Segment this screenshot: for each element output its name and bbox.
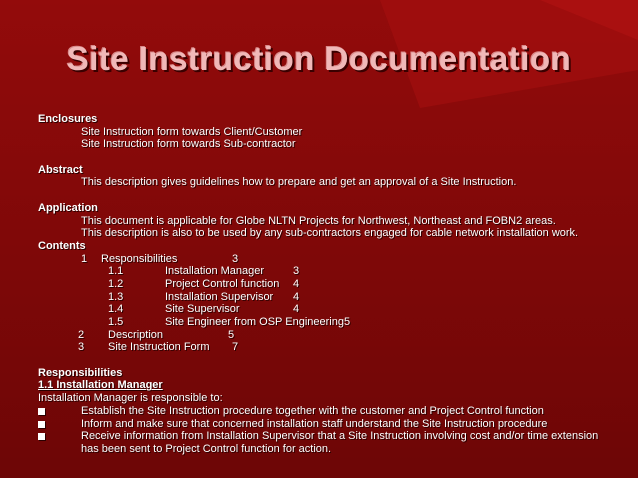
toc-title: Responsibilities <box>101 252 178 265</box>
responsibilities-heading: Responsibilities <box>38 366 123 379</box>
toc-number: 1.1 <box>108 265 124 278</box>
toc-entry <box>38 341 628 354</box>
toc-number: 2 <box>78 328 85 341</box>
square-bullet-icon <box>38 433 45 440</box>
enclosure-item: Site Instruction form towards Sub-contractor <box>81 138 296 151</box>
toc-entry <box>38 291 628 304</box>
toc-page: 4 <box>293 290 300 303</box>
toc-number: 1 <box>81 252 88 265</box>
toc-title: Description <box>108 328 164 341</box>
toc-title: Installation Supervisor <box>165 290 274 303</box>
toc-page: 3 <box>293 265 300 278</box>
toc-page: 4 <box>293 303 300 316</box>
installation-manager-subheading: 1.1 Installation Manager <box>38 379 163 392</box>
enclosures-heading: Enclosures <box>38 113 98 125</box>
toc-entry <box>38 265 628 278</box>
toc-page: 3 <box>232 252 239 265</box>
toc-number: 3 <box>78 341 85 354</box>
application-line: This document is applicable for Globe NLTN Projects for Northwest, Northeast and FOBN2 areas. <box>81 214 556 227</box>
abstract-heading: Abstract <box>38 163 83 176</box>
slide-title: Site Instruction Documentation <box>66 40 572 77</box>
toc-number: 1.3 <box>108 290 124 303</box>
responsibilities-intro: Installation Manager is responsible to: <box>38 392 223 405</box>
toc-title: Project Control function <box>165 277 280 290</box>
bullet-item <box>38 405 628 418</box>
toc-entry <box>38 316 628 329</box>
toc-title: Site Engineer from OSP Engineering <box>165 316 344 328</box>
application-heading: Application <box>38 201 98 214</box>
slide-content <box>38 113 628 456</box>
contents-heading: Contents <box>38 239 86 252</box>
toc-number: 1.5 <box>108 316 124 328</box>
toc-page: 7 <box>232 341 239 354</box>
bullet-text: Inform and make sure that concerned installation staff understand the Site Instruction procedure <box>81 417 548 430</box>
square-bullet-icon <box>38 408 45 415</box>
toc-number: 1.4 <box>108 303 124 316</box>
toc-title: Installation Manager <box>165 265 265 278</box>
toc-title: Site Instruction Form <box>108 341 210 354</box>
toc-title: Site Supervisor <box>165 303 240 316</box>
square-bullet-icon <box>38 421 45 428</box>
toc-entry <box>38 329 628 342</box>
bullet-item <box>38 430 601 455</box>
bullet-text: Establish the Site Instruction procedure together with the customer and Project Control function <box>81 404 544 417</box>
toc-page: 5 <box>228 328 235 341</box>
toc-entry <box>38 253 628 266</box>
bullet-item <box>38 418 628 431</box>
toc-entry <box>38 278 628 291</box>
toc-page: 4 <box>293 277 300 290</box>
abstract-text: This description gives guidelines how to prepare and get an approval of a Site Instruction. <box>81 176 517 189</box>
enclosure-item: Site Instruction form towards Client/Customer <box>81 125 303 138</box>
bullet-text: Receive information from Installation Supervisor that a Site Instruction involving cost and/or time extension has been sent to Project Control function for action. <box>81 430 599 455</box>
toc-page: 5 <box>344 316 351 328</box>
toc-number: 1.2 <box>108 277 124 290</box>
application-line: This description is also to be used by any sub-contractors engaged for cable network installation work. <box>81 227 579 240</box>
toc-entry <box>38 303 628 316</box>
